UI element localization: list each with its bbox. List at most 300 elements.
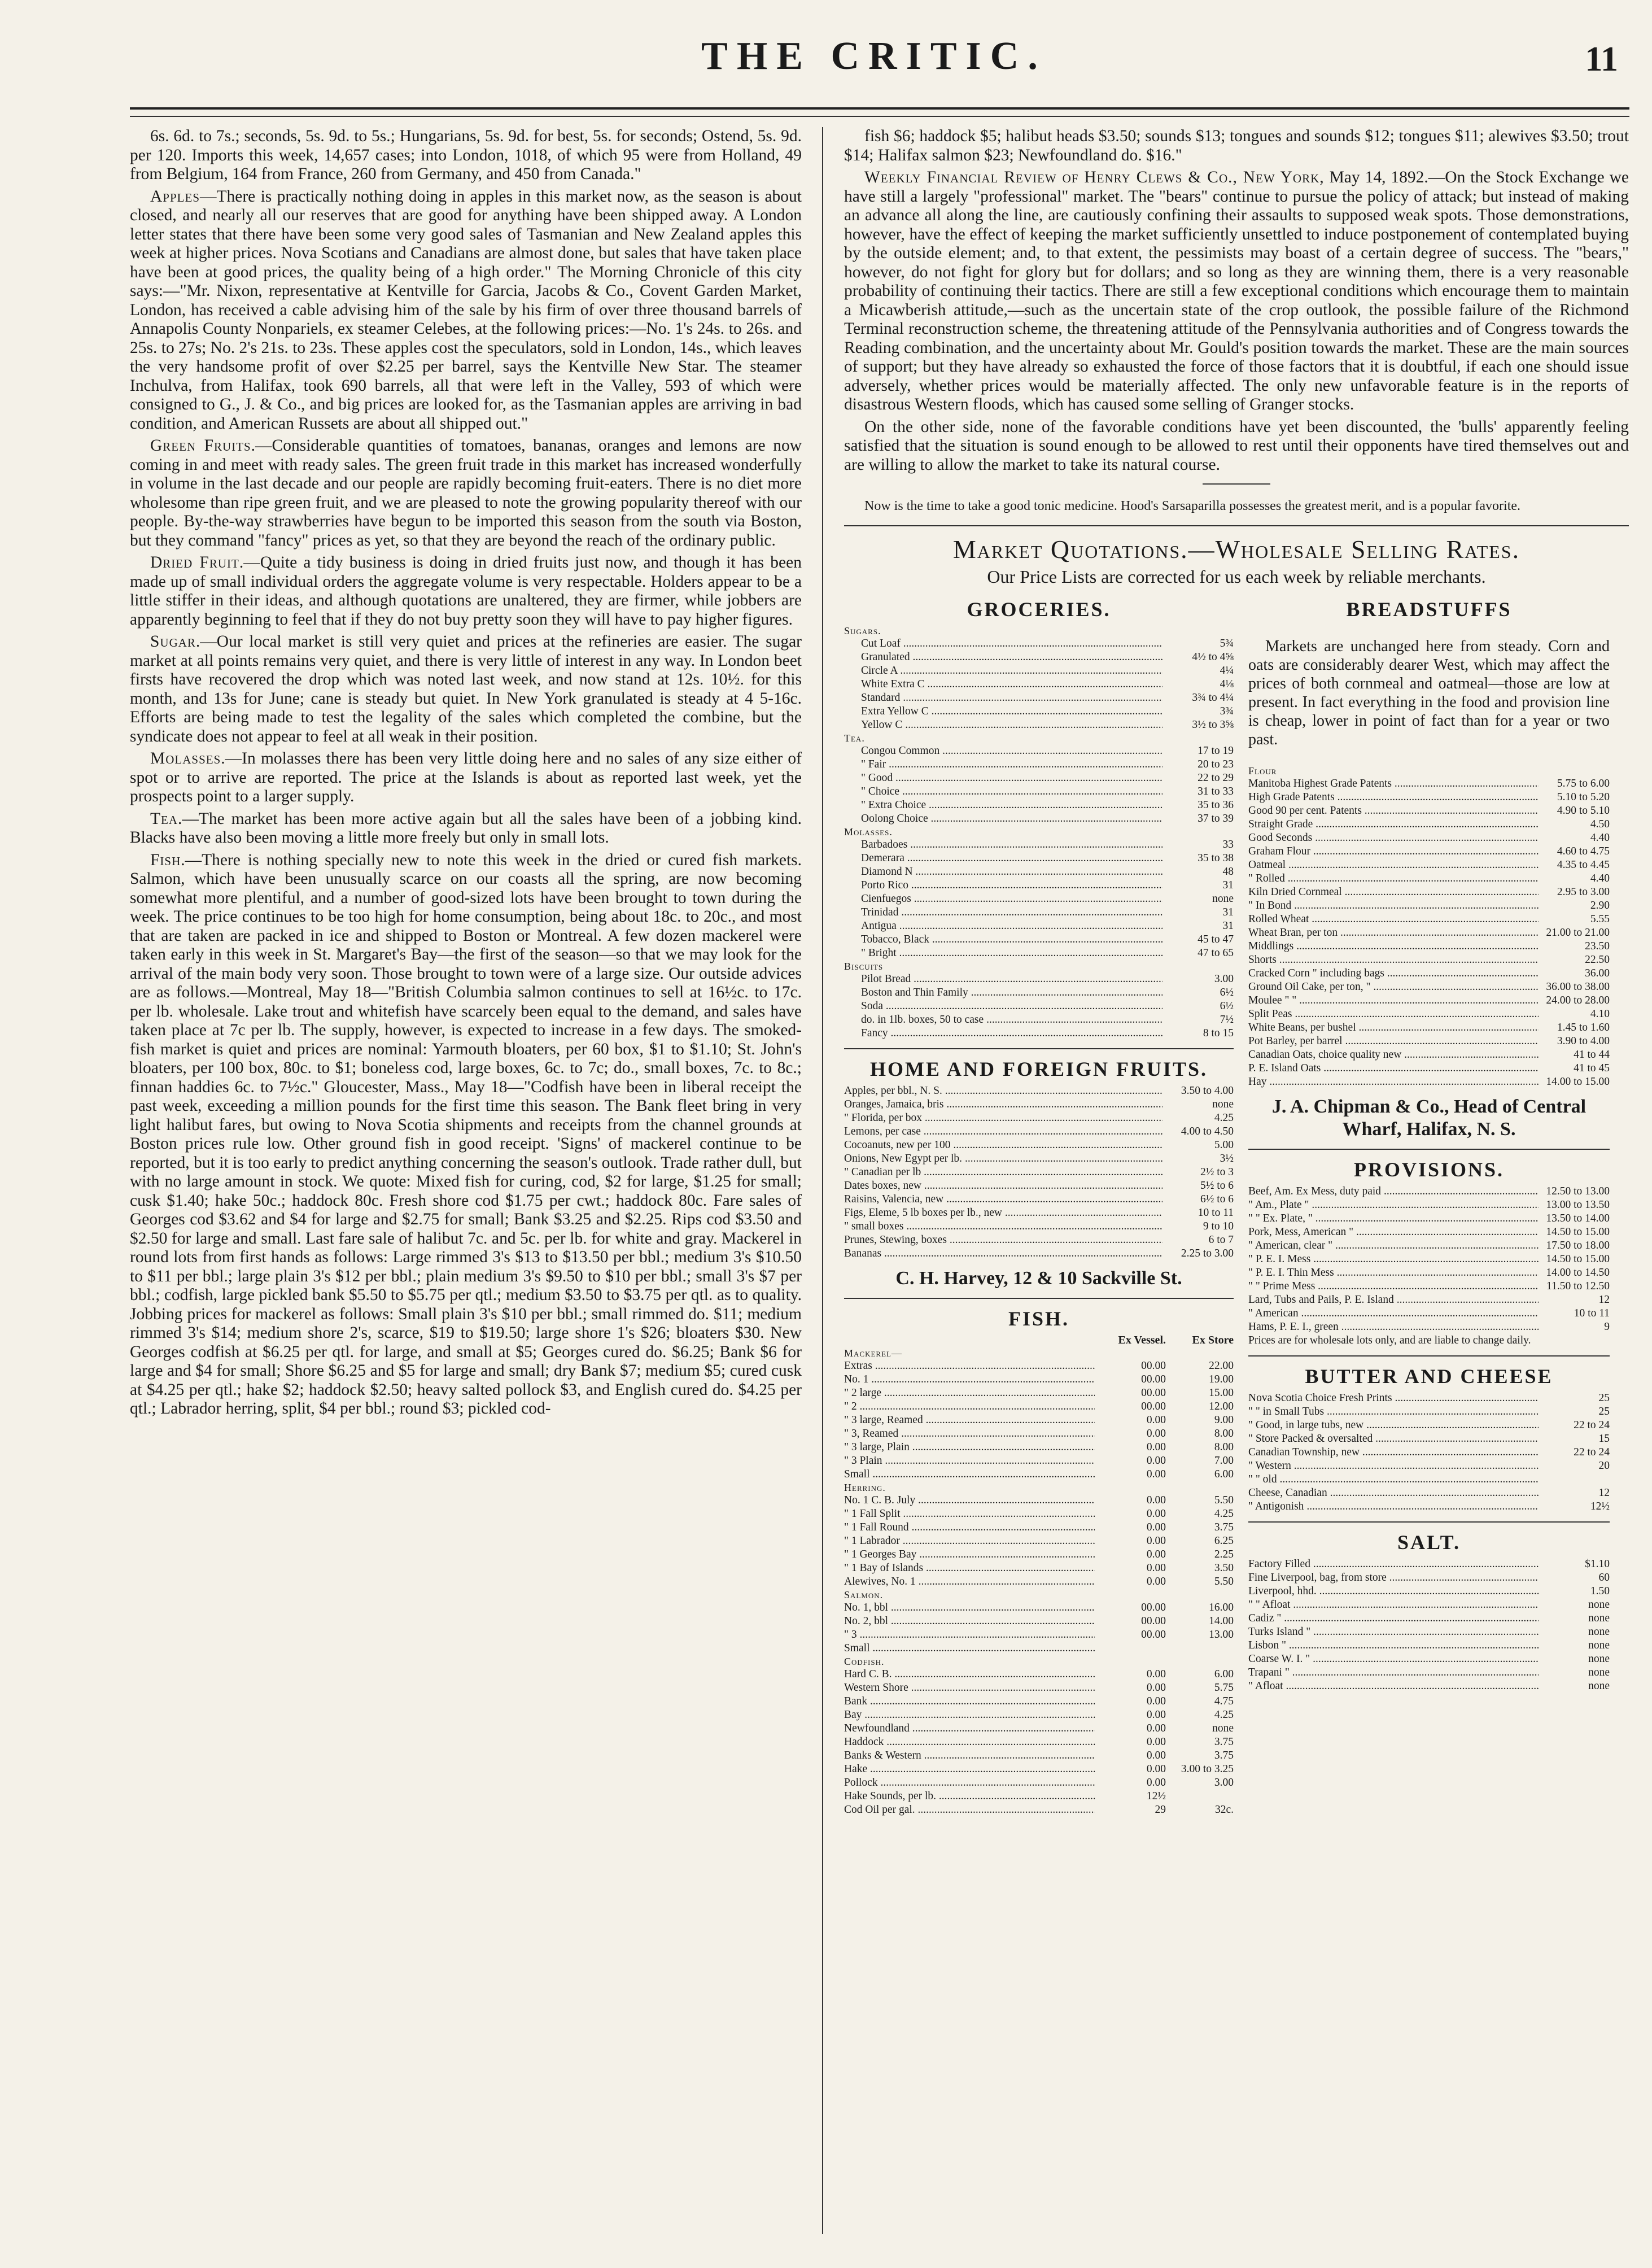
item-price: 22 to 24 (1574, 1446, 1610, 1458)
price-row (844, 1111, 1234, 1125)
price-group (844, 744, 1234, 826)
paragraph-heading: Sugar (150, 633, 196, 651)
price-row (861, 799, 1234, 812)
article-paragraph (844, 168, 1629, 415)
item-name: Demerara ..... (861, 852, 1162, 865)
item-name: Fine Liverpool, bag, from store ..... (1248, 1571, 1539, 1585)
price-row (844, 1414, 1234, 1427)
item-name: Oolong Choice ..... (861, 812, 1162, 826)
item-price: 0.00 (1146, 1508, 1166, 1520)
price-group (844, 637, 1234, 732)
item-price-store (1166, 1790, 1234, 1803)
item-price: 25 (1598, 1406, 1610, 1418)
item-name: Apples, per bbl., N. S. ..... (844, 1084, 1162, 1098)
item-name: " Good ..... (861, 771, 1162, 785)
item-name: Graham Flour ..... (1248, 845, 1539, 858)
item-price-store: 5.75 (1214, 1682, 1234, 1694)
paragraph-heading: Apples (150, 187, 200, 206)
price-row (861, 758, 1234, 771)
price-row (861, 852, 1234, 865)
item-name: Raisins, Valencia, new ..... (844, 1193, 1162, 1206)
item-price: 47 to 65 (1198, 947, 1234, 959)
paragraph-text: .—There is nothing specially new to note this week in the dried or cured fish markets. Salmon, which have been unusually scarce on our coasts all the spring, are now becoming somewhat more plentiful, and a number of good-sized lots have been brought to town during the week. The price continues to be too high for home consumption, being about 18c. to 20c., and most that are taken are packed in ice and shipped to Boston or Montreal. A few dozen mackerel were taken early in this week in St. Margaret's Bay—the first of the season—so that we may look for the arrival of the main body very soon. Those brought to town were of a large size. Our outside advices are as follows.—Montreal, May 18—"British Columbia salmon continues to sell at 16½c. to 17c. per lb. wholesale. Lake trout and whitefish have scarcely been equal to the demand, and sales have taken place at 7c per lb. The supply, however, is expected to increase in a few days. The smoked-fish market is quiet and prices are nominal: Yarmouth bloaters, per 60 box, $1 to $1.10; St. John's bloaters, per 100 box, 80c. to $1; boneless cod, large boxes, 6c. to 7c; do., small boxes, 7c. to 8c.; finnan haddies 6c. to 7½c." Gloucester, Mass., May 18—"Codfish have been in liberal receipt the past week, exceeding a million pounds for the first time this season. The Bank fleet bring in very light halibut fares, but owing to Nova Scotia shipments and receipts from the channel grounds at Boston prices rule low. Other ground fish in good receipt. 'Signs' of mackerel continue to be reported, but it is too early to predict anything concerning the season's outlook. Trade rather dull, but with no large amount in stock. We quote: Mixed fish for curing, cod, $2 for large, $1.25 for small; cusk $1.40; hake 50c.; haddock 80c. Fresh shore cod $1.75 per cwt.; haddock 80c. Fare sales of Georges cod $3.62 and $4 for large and $2.75 for small; Bank $3.25 and $2.25. Rips cod $3.50 and $2.50 for large and small. Last fare sale of halibut 7c. and 5c. per lb. for white and gray. Mackerel in round lots from first hands as follows: Large rimmed 3's $13 to $13.50 per bbl.; medium 3's $10.50 to $11 per bbl.; large plain 3's $12 per bbl.; plain medium 3's $9.50 to $10 per bbl.; small 3's $7 per bbl.; codfish, large pickled bank $5.50 to $5.75 per qtl.; medium $3.50 to $3.75 per qtl. as to quality. Jobbing prices for mackerel as follows: Small plain 3's $10 per bbl.; small rimmed do. $11; medium rimmed 3's $14; medium shore 2's, scarce, $19 to $19.50; large shore 1's $26; bloaters $30. New Georges codfish at $6.25 per qtl. for large, and small at $5; Georges cured do. $6.25; Bank $6 for large and $4 for small; Shore $6.25 and $5 for large and small; dry Bank $7; medium $5; cured cusk at $4.25 per qtl.; hake $2; haddock $2.50; heavy salted pollock $3, and English cured do. $4.25 per qtl.; Labrador herring, split, $4 per bbl.; round $3; pickled cod- (130, 851, 802, 1418)
item-name: " 1 Bay of Islands ..... (844, 1562, 1095, 1575)
item-name: Lemons, per case ..... (844, 1125, 1162, 1139)
price-row (861, 1027, 1234, 1040)
item-name: " American ..... (1248, 1307, 1539, 1320)
item-price: 45 to 47 (1198, 934, 1234, 945)
header-rule-thick (130, 107, 1629, 110)
item-name: Cut Loaf ..... (861, 637, 1162, 651)
breadstuffs-title: BREADSTUFFS (1346, 598, 1512, 621)
item-name: Nova Scotia Choice Fresh Prints ..... (1248, 1392, 1539, 1405)
item-name: Boston and Thin Family ..... (861, 986, 1162, 1000)
price-row (1248, 1571, 1610, 1585)
section-divider (1248, 1521, 1610, 1523)
item-name: Fancy ..... (861, 1027, 1162, 1040)
price-group-label: Tea. (844, 732, 865, 744)
price-group (844, 972, 1234, 1040)
breadstuffs-firm: J. A. Chipman & Co., Head of Central Wharf, Halifax, N. S. (1271, 1096, 1587, 1140)
item-name: Cracked Corn " including bags ..... (1248, 967, 1539, 980)
item-name: No. 1 C. B. July ..... (844, 1494, 1095, 1507)
item-price: 17.50 to 18.00 (1546, 1240, 1610, 1251)
item-price: 00.00 (1141, 1602, 1166, 1613)
item-price: 4.40 (1590, 832, 1610, 844)
item-price-store: 3.00 to 3.25 (1181, 1763, 1234, 1775)
item-name: Ground Oil Cake, per ton, " ..... (1248, 980, 1539, 994)
item-price: 20 to 23 (1198, 758, 1234, 770)
price-row (1248, 980, 1610, 994)
item-name: Newfoundland ..... (844, 1722, 1095, 1735)
paragraph-text: .—Quite a tidy business is doing in dried fruits just now, and though it has been made up of small individual orders the aggregate volume is very respectable. Holders appear to be a little stiffer in their ideas, and although quotations are unaltered, they are firmer, while jobbers are apparently beginning to feel that if they do not buy pretty soon they will have to pay higher figures. (130, 553, 802, 629)
item-price: none (1588, 1626, 1610, 1638)
price-group (844, 838, 1234, 933)
item-price: 5½ to 6 (1200, 1180, 1234, 1192)
item-name: " Western ..... (1248, 1459, 1539, 1473)
price-row (844, 1521, 1234, 1534)
item-price: 4.50 (1590, 818, 1610, 830)
item-name: Trinidad ..... (861, 906, 1162, 919)
item-price: 0.00 (1146, 1562, 1166, 1574)
price-row (861, 947, 1234, 960)
price-row (844, 1776, 1234, 1790)
paragraph-heading: Tea (150, 809, 178, 828)
item-name: Soda ..... (861, 1000, 1162, 1013)
item-name: " Am., Plate " ..... (1248, 1198, 1539, 1212)
item-price: 31 (1222, 879, 1234, 891)
item-price: 31 (1222, 906, 1234, 918)
price-row (844, 1233, 1234, 1247)
price-row (1248, 1625, 1610, 1639)
item-price: 5.55 (1590, 913, 1610, 925)
article-paragraph (130, 851, 802, 1419)
item-name: Hard C. B. ..... (844, 1668, 1095, 1681)
price-group-label: Biscuits (844, 961, 884, 972)
item-price: 23.50 (1585, 940, 1610, 952)
price-row (1248, 1320, 1610, 1334)
item-name: " 1 Georges Bay ..... (844, 1548, 1095, 1562)
item-name: Figs, Eleme, 5 lb boxes per lb., new ..... (844, 1206, 1162, 1220)
item-name: do. in 1lb. boxes, 50 to case ..... (861, 1013, 1162, 1027)
item-name: Tobacco, Black ..... (861, 933, 1162, 947)
item-price: 0.00 (1146, 1736, 1166, 1748)
paragraph-heading: Molasses (150, 749, 221, 767)
item-name: Congou Common ..... (861, 744, 1162, 758)
item-name: Haddock ..... (844, 1735, 1095, 1749)
price-row (844, 1507, 1234, 1521)
item-price-store: 5.50 (1214, 1494, 1234, 1506)
item-price: 0.00 (1146, 1428, 1166, 1440)
item-price: 4.00 to 4.50 (1181, 1126, 1234, 1137)
item-name: Hake Sounds, per lb. ..... (844, 1790, 1095, 1803)
fruits-title: HOME AND FOREIGN FRUITS. (869, 1058, 1208, 1080)
item-name: Granulated ..... (861, 651, 1162, 664)
article-paragraph (844, 418, 1629, 475)
item-price: 4.60 to 4.75 (1557, 845, 1610, 857)
breadstuffs-text: Markets are unchanged here from steady. Corn and oats are considerably dearer West, which may affect the prices of both cornmeal and oatmeal—those are low at present. In fact everything in the food and provision line is cheap, lower in point of fact than for a year or two past. (1248, 638, 1610, 748)
item-price: 00.00 (1141, 1387, 1166, 1399)
paragraph-heading: Weekly Financial Review of Henry Clews & Co., New York, (864, 168, 1325, 186)
price-row (1248, 1198, 1610, 1212)
price-row (1248, 1035, 1610, 1048)
item-price: 0.00 (1146, 1455, 1166, 1467)
item-price: none (1588, 1612, 1610, 1624)
item-price: 15 (1598, 1433, 1610, 1445)
item-price: 0.00 (1146, 1468, 1166, 1480)
price-row (844, 1722, 1234, 1735)
item-price: 6½ to 6 (1200, 1193, 1234, 1205)
masthead-title: THE CRITIC. (701, 34, 1047, 78)
item-price-store: 3.50 (1214, 1562, 1234, 1574)
price-row (1248, 872, 1610, 886)
item-price-store: 14.00 (1209, 1615, 1234, 1627)
price-row (1248, 858, 1610, 872)
item-price: 0.00 (1146, 1763, 1166, 1775)
item-name: Moulee " " ..... (1248, 994, 1539, 1007)
price-row (1248, 1652, 1610, 1666)
item-price: 0.00 (1146, 1521, 1166, 1533)
item-name: Pot Barley, per barrel ..... (1248, 1035, 1539, 1048)
item-name: Wheat Bran, per ton ..... (1248, 926, 1539, 940)
item-price-store: 8.00 (1214, 1428, 1234, 1440)
market-quotations-title: Market Quotations.—Wholesale Selling Rates. (952, 535, 1520, 564)
item-price: 0.00 (1146, 1535, 1166, 1547)
item-price-store: 22.00 (1209, 1360, 1234, 1372)
price-row (1248, 1212, 1610, 1225)
item-price: 6 to 7 (1208, 1234, 1234, 1246)
price-row (1248, 1666, 1610, 1680)
item-name: " " Ex. Plate, " ..... (1248, 1212, 1539, 1225)
item-name: Lard, Tubs and Pails, P. E. Island ..... (1248, 1293, 1539, 1307)
price-row (861, 865, 1234, 879)
price-row (1248, 967, 1610, 980)
item-price-store: 8.00 (1214, 1441, 1234, 1453)
market-quotations-subtitle: Our Price Lists are corrected for us each week by reliable merchants. (987, 566, 1486, 587)
item-price: 14.50 to 15.00 (1546, 1226, 1610, 1238)
item-name: Dates boxes, new ..... (844, 1179, 1162, 1193)
item-name: Porto Rico ..... (861, 879, 1162, 892)
price-row (861, 812, 1234, 826)
article-paragraph (130, 437, 802, 550)
item-name: " 1 Fall Round ..... (844, 1521, 1095, 1534)
item-price: 5.00 (1214, 1139, 1234, 1151)
item-price: 4⅛ (1220, 678, 1234, 690)
price-group-label: Flour (1248, 765, 1277, 777)
price-row (1248, 1598, 1610, 1612)
item-name: No. 1 ..... (844, 1373, 1095, 1386)
price-row (844, 1601, 1234, 1615)
item-price-store: 2.25 (1214, 1549, 1234, 1560)
item-price: 13.50 to 14.00 (1546, 1212, 1610, 1224)
item-name: " Antigonish ..... (1248, 1500, 1539, 1514)
price-row (1248, 1432, 1610, 1446)
price-row (1248, 1239, 1610, 1253)
price-row (861, 919, 1234, 933)
item-price: 60 (1598, 1572, 1610, 1584)
item-name: Lisbon " ..... (1248, 1639, 1539, 1652)
header-rule-thin (130, 116, 1629, 117)
item-name: " In Bond ..... (1248, 899, 1539, 913)
article-paragraph (130, 127, 802, 184)
price-row (1248, 1007, 1610, 1021)
quotation-tables (844, 593, 1629, 1817)
item-name: Factory Filled ..... (1248, 1558, 1539, 1571)
item-price: 0.00 (1146, 1695, 1166, 1707)
item-price: none (1212, 893, 1234, 905)
price-row (1248, 1185, 1610, 1198)
item-name: " 1 Labrador ..... (844, 1534, 1095, 1548)
price-row (861, 664, 1234, 678)
price-row (844, 1098, 1234, 1111)
item-name: Extras ..... (844, 1359, 1095, 1373)
item-price: 3¾ to 4¼ (1192, 692, 1234, 704)
item-price: 33 (1222, 839, 1234, 851)
price-row (1248, 1266, 1610, 1280)
paragraph-text: —There is practically nothing doing in apples in this market now, as the season is about closed, and nearly all our reserves that are good for anything have been shipped away. A London letter states that there have been some very good sales of Tasmanian and New Zealand apples this week at higher prices. Nova Scotians and Canadians are almost done, but sales that have taken place have been at good prices, the quality being of a high order." The Morning Chronicle of this city says:—"Mr. Nixon, representative at Kentville for Garcia, Jacobs & Co., Covent Garden Market, London, has received a cable advising him of the sale by his firm of over three thousand barrels of Annapolis County Nonpariels, ex steamer Celebes, at the following prices:—No. 1's 24s. to 26s. and 25s. to 27s; No. 2's 21s. to 23s. These apples cost the speculators, sold in London, 14s., which leaves the very handsome profit of over $2.25 per barrel, says the Kentville New Star. The steamer Inchulva, from Halifax, took 690 barrels, all that were left in the Valley, 593 of which were consigned to G., J. & Co., and big prices are looked for, as the Tasmanian apples are arriving in bad condition, and American Russets are about all shipped out." (130, 187, 802, 433)
price-row (861, 771, 1234, 785)
item-name: Small ..... (844, 1468, 1095, 1481)
item-price: 14.50 to 15.00 (1546, 1253, 1610, 1265)
item-price: 10 to 11 (1198, 1207, 1234, 1219)
fish-title: FISH. (1008, 1307, 1070, 1330)
price-row (1248, 1075, 1610, 1089)
item-name: Hake ..... (844, 1763, 1095, 1776)
item-name: Middlings ..... (1248, 940, 1539, 953)
item-price: 00.00 (1141, 1360, 1166, 1372)
price-row (844, 1708, 1234, 1722)
item-name: " 1 Fall Split ..... (844, 1507, 1095, 1521)
price-row (1248, 845, 1610, 858)
price-row (1248, 1446, 1610, 1459)
item-price: 9 (1604, 1321, 1610, 1333)
section-divider (1248, 1149, 1610, 1150)
item-price-store: 3.75 (1214, 1750, 1234, 1761)
item-name: Liverpool, hhd. ..... (1248, 1585, 1539, 1598)
price-group-label: Codfish. (844, 1656, 885, 1667)
item-price: 17 to 19 (1198, 745, 1234, 757)
item-price: 37 to 39 (1198, 813, 1234, 825)
item-price: 21.00 to 21.00 (1546, 927, 1610, 939)
price-row (861, 906, 1234, 919)
item-price: 0.00 (1146, 1549, 1166, 1560)
price-row (844, 1166, 1234, 1179)
item-price: 35 to 36 (1198, 799, 1234, 811)
item-price-store: 3.00 (1214, 1777, 1234, 1789)
item-price: 25 (1598, 1392, 1610, 1404)
item-price: 20 (1598, 1460, 1610, 1472)
price-row (844, 1247, 1234, 1261)
price-group-label: Herring. (844, 1482, 886, 1493)
price-row (844, 1695, 1234, 1708)
item-price-store: 6.00 (1214, 1668, 1234, 1680)
item-price: 36.00 to 38.00 (1546, 981, 1610, 993)
item-price: 4.35 to 4.45 (1557, 859, 1610, 871)
item-price: 4.10 (1590, 1008, 1610, 1020)
paragraph-heading: Dried Fruit (150, 553, 239, 572)
price-row (1248, 1225, 1610, 1239)
item-price: 0.00 (1146, 1709, 1166, 1721)
item-name: Circle A ..... (861, 664, 1162, 678)
item-name: Extra Yellow C ..... (861, 705, 1162, 718)
item-price: 12 (1598, 1487, 1610, 1499)
item-name: Beef, Am. Ex Mess, duty paid ..... (1248, 1185, 1539, 1198)
price-row (1248, 1473, 1610, 1486)
item-name: " Florida, per box ..... (844, 1111, 1162, 1125)
item-name: Cocoanuts, new per 100 ..... (844, 1139, 1162, 1152)
item-name: Canadian Oats, choice quality new ..... (1248, 1048, 1539, 1062)
price-row (844, 1206, 1234, 1220)
salt-title: SALT. (1397, 1531, 1461, 1554)
item-price: 3½ (1220, 1153, 1234, 1164)
price-row (844, 1749, 1234, 1763)
price-row (844, 1454, 1234, 1468)
item-name: Cheese, Canadian ..... (1248, 1486, 1539, 1500)
price-group (844, 933, 1234, 960)
item-price: 0.00 (1146, 1750, 1166, 1761)
item-price-store: 4.25 (1214, 1709, 1234, 1721)
item-price: $1.10 (1585, 1558, 1610, 1570)
price-row (844, 1427, 1234, 1441)
item-name: Hay ..... (1248, 1075, 1539, 1089)
price-row (861, 705, 1234, 718)
item-name: Prunes, Stewing, boxes ..... (844, 1233, 1162, 1247)
price-row (861, 678, 1234, 691)
item-price: none (1588, 1667, 1610, 1678)
item-price-store: 3.75 (1214, 1736, 1234, 1748)
price-row (1248, 791, 1610, 804)
article-paragraph (130, 187, 802, 434)
left-column (130, 127, 802, 2234)
price-row (1248, 777, 1610, 791)
price-row (1248, 1293, 1610, 1307)
item-name: Canadian Township, new ..... (1248, 1446, 1539, 1459)
section-divider (844, 1298, 1234, 1299)
price-group-label: Salmon. (844, 1589, 884, 1600)
item-price: 0.00 (1146, 1777, 1166, 1789)
item-price: 36.00 (1585, 967, 1610, 979)
item-price: 22.50 (1585, 954, 1610, 966)
page-number: 11 (1585, 40, 1618, 78)
item-price: 24.00 to 28.00 (1546, 995, 1610, 1006)
item-price: 5.75 to 6.00 (1557, 778, 1610, 790)
price-row (1248, 1486, 1610, 1500)
item-name: Alewives, No. 1 ..... (844, 1575, 1095, 1589)
price-row (861, 838, 1234, 852)
item-price: 8 to 15 (1203, 1027, 1234, 1039)
item-price: 29 (1155, 1804, 1166, 1816)
item-price-store: 4.25 (1214, 1508, 1234, 1520)
paragraph-text: .—Considerable quantities of tomatoes, bananas, oranges and lemons are now coming in and meet with ready sales. The green fruit trade in this market has increased wonderfully in volume in the last decade and our people are rapidly becoming fruit-eaters. There is no diet more wholesome than ripe green fruit, and we are pleased to note the growing popularity thereof with our people. By-the-way strawberries have begun to be imported this season from the south via Boston, but they command "fancy" prices as yet, so that they are beyond the reach of the ordinary public. (130, 437, 802, 549)
item-price: 13.00 to 13.50 (1546, 1199, 1610, 1211)
item-price: 1.45 to 1.60 (1557, 1022, 1610, 1033)
item-price-store: 3.75 (1214, 1521, 1234, 1533)
price-row (844, 1179, 1234, 1193)
item-price: 14.00 to 15.00 (1546, 1076, 1610, 1088)
item-name: White Extra C ..... (861, 678, 1162, 691)
price-row (1248, 940, 1610, 953)
fish-header-vessel: Ex Vessel. (1118, 1334, 1166, 1346)
item-price: 4½ to 4⅝ (1192, 651, 1234, 663)
item-price-store: 16.00 (1209, 1602, 1234, 1613)
item-price: 0.00 (1146, 1414, 1166, 1426)
price-row (1248, 926, 1610, 940)
price-row (1248, 1459, 1610, 1473)
price-row (861, 718, 1234, 732)
price-row (844, 1562, 1234, 1575)
item-price-store: 6.00 (1214, 1468, 1234, 1480)
item-price: 4.90 to 5.10 (1557, 805, 1610, 817)
price-row (844, 1400, 1234, 1414)
price-row (1248, 1280, 1610, 1293)
item-name: " 3 Plain ..... (844, 1454, 1095, 1468)
item-price-store (1166, 1642, 1234, 1655)
item-price: none (1588, 1653, 1610, 1665)
item-price: 00.00 (1141, 1629, 1166, 1641)
item-name: Trapani " ..... (1248, 1666, 1539, 1680)
item-price: 00.00 (1141, 1373, 1166, 1385)
price-row (844, 1193, 1234, 1206)
quotes-right-column (1248, 593, 1610, 1817)
price-row (1248, 1500, 1610, 1514)
item-price-store: 7.00 (1214, 1455, 1234, 1467)
item-price: 3½ to 3⅝ (1192, 719, 1234, 731)
item-price: 31 to 33 (1198, 786, 1234, 797)
item-price: 22 to 24 (1574, 1419, 1610, 1431)
item-price (1095, 1642, 1166, 1655)
item-name: No. 1, bbl ..... (844, 1601, 1095, 1615)
page-header (130, 34, 1618, 102)
price-row (844, 1386, 1234, 1400)
price-group-label: Sugars. (844, 625, 881, 636)
paragraph-text: .—The market has been more active again but all the sales have been of a jobbing kind. Blacks have also been moving a little more freely but only in small lots. (130, 809, 802, 847)
item-price: 2.95 to 3.00 (1557, 886, 1610, 898)
item-name: " P. E. I. Thin Mess ..... (1248, 1266, 1539, 1280)
item-price-store: 12.00 (1209, 1401, 1234, 1412)
item-price-store: none (1212, 1722, 1234, 1734)
item-name: White Beans, per bushel ..... (1248, 1021, 1539, 1035)
price-row (1248, 804, 1610, 818)
item-name: Small ..... (844, 1642, 1095, 1655)
price-row (1248, 1062, 1610, 1075)
item-price-store: 5.50 (1214, 1576, 1234, 1587)
item-name: Straight Grade ..... (1248, 818, 1539, 831)
item-price: 00.00 (1141, 1615, 1166, 1627)
section-divider (844, 1048, 1234, 1049)
item-name: Shorts ..... (1248, 953, 1539, 967)
paragraph-text: fish $6; haddock $5; halibut heads $3.50; sounds $13; tongues and sounds $12; tongues $11; alewives $3.50; trout $14; Halifax salmon $23; Newfoundland do. $16." (844, 127, 1629, 164)
paragraph-text: On the other side, none of the favorable conditions have yet been discounted, the 'bulls' apparently feeling satisfied that the situation is sound enough to be allowed to rest until their opponents have tired themselves out and are willing to allow the market to take its natural course. (844, 417, 1629, 474)
